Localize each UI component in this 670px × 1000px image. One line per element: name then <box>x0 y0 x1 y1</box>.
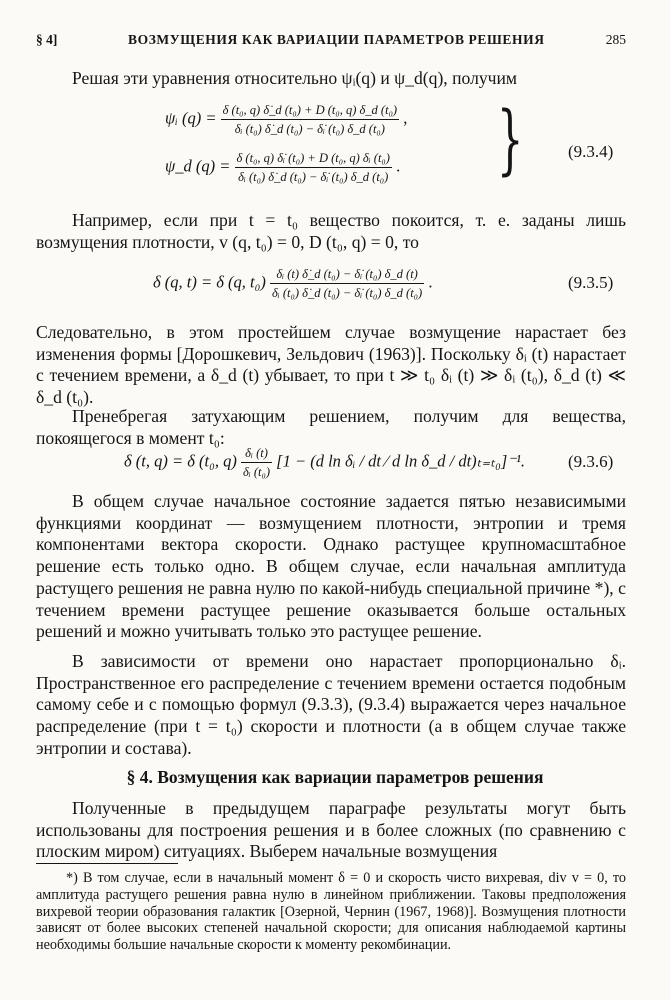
equation-9-3-4-line-1 <box>165 103 407 136</box>
eq-punctuation: , <box>403 108 408 128</box>
footnote: *) В том случае, если в начальный момент δ = 0 и скорость чисто вихревая, div v = 0, то амплитуда растущего решения равна нулю в линейном приближении. Таковы предположения вихревой теории образования галактик [Озерной, Чернин (1967, 1968)]. Возмущения плотности зависят от более высоких степеней начальной скорости; для описания наблюдаемой картины необходимы большие начальные скорости к моменту рекомбинации. <box>36 870 626 954</box>
equation-9-3-4-line-2 <box>165 151 400 184</box>
section-heading: § 4. Возмущения как вариации параметров решения <box>126 767 544 787</box>
eq-bracket-term: [1 − (d ln δᵢ / dt ⁄ d ln δ_d / dt)ₜ₌ₜ₀]⁻¹. <box>276 451 526 471</box>
paragraph-intro: Решая эти уравнения относительно ψᵢ(q) и ψ_d(q), получим <box>72 68 518 88</box>
eq-lhs: ψ_d (q) = <box>165 156 231 176</box>
page-number: 285 <box>605 32 626 47</box>
equation-9-3-5-body <box>153 267 432 300</box>
fraction-denominator: δᵢ (t₀) <box>242 465 271 479</box>
header-title: ВОЗМУЩЕНИЯ КАК ВАРИАЦИИ ПАРАМЕТРОВ РЕШЕНИЯ <box>128 32 545 47</box>
fraction-denominator: δᵢ (t₀) δ̇_d (t₀) − δ̇ᵢ (t₀) δ_d (t₀) <box>234 122 385 136</box>
fraction-denominator: δᵢ (t₀) δ̇_d (t₀) − δ̇ᵢ (t₀) δ_d (t₀) <box>238 170 389 184</box>
fraction-numerator: δ (t₀, q) δ̇_d (t₀) + D (t₀, q) δ_d (t₀) <box>221 103 399 120</box>
paragraph-example: Например, если при t = t₀ вещество покоится, т. е. заданы лишь возмущения плотности, v (q, t₀) = 0, D (t₀, q) = 0, то <box>36 210 626 252</box>
fraction-denominator: δᵢ (t₀) δ̇_d (t₀) − δ̇ᵢ (t₀) δ_d (t₀) <box>271 286 423 300</box>
equation-number: (9.3.5) <box>568 273 614 292</box>
fraction-numerator: δᵢ (t) δ̇_d (t₀) − δ̇ᵢ (t₀) δ_d (t) <box>270 267 424 284</box>
paragraph-general-case: В общем случае начальное состояние задается пятью независимыми функциями координат — возмущением плотности, энтропии и тремя компонентами вектора скорости. Однако растущее крупномасштабное решение есть только одно. В общем случае, если начальная амплитуда растущего решения не равна нулю по какой-нибудь специальной причине *), с течением времени растущее решение оказывается больше остальных решений и можно учитывать только это растущее решение. <box>36 491 626 642</box>
eq-lhs: ψᵢ (q) = <box>165 108 217 128</box>
paragraph-obtained: Полученные в предыдущем параграфе результаты могут быть использованы для построения решения и в более сложных (по сравнению с плоским миром) ситуациях. Выберем начальные возмущения <box>36 798 626 862</box>
paragraph-consequently: Следовательно, в этом простейшем случае возмущение нарастает без изменения формы [Дорошкевич, Зельдович (1963)]. Поскольку δᵢ (t) нарастает с течением времени, а δ_d (t) убывает, то при t ≫ t₀ δᵢ (t) ≫ δᵢ (t₀), δ_d (t) ≪ δ_d (t₀). <box>36 322 626 408</box>
eq-punctuation: . <box>428 272 433 292</box>
fraction <box>235 151 392 184</box>
eq-punctuation: . <box>396 156 401 176</box>
header-section-number: § 4] <box>36 32 58 47</box>
fraction-numerator: δᵢ (t) <box>241 446 272 463</box>
fraction <box>241 446 272 479</box>
right-brace: } <box>496 94 524 183</box>
eq-lhs: δ (q, t) = δ (q, t₀) <box>153 272 266 292</box>
paragraph-depending-on-time: В зависимости от времени оно нарастает пропорционально δᵢ. Пространственное его распределение с течением времени остается подобным самому себе и с помощью формул (9.3.3), (9.3.4) выражается через начальное распределение (при t = t₀) скорости и плотности (а в общем случае также энтропии и состава). <box>36 651 626 758</box>
equation-number: (9.3.6) <box>568 452 614 471</box>
paragraph-neglect: Пренебрегая затухающим решением, получим для вещества, покоящегося в момент t₀: <box>36 406 626 448</box>
eq-lhs: δ (t, q) = δ (t₀, q) <box>124 451 237 471</box>
footnote-separator <box>36 863 178 864</box>
fraction <box>270 267 424 300</box>
equation-9-3-6-body <box>124 446 525 479</box>
fraction <box>221 103 399 136</box>
fraction-numerator: δ (t₀, q) δ̇ᵢ (t₀) + D (t₀, q) δᵢ (t₀) <box>235 151 392 168</box>
running-header <box>36 32 626 50</box>
equation-number: (9.3.4) <box>568 142 614 161</box>
